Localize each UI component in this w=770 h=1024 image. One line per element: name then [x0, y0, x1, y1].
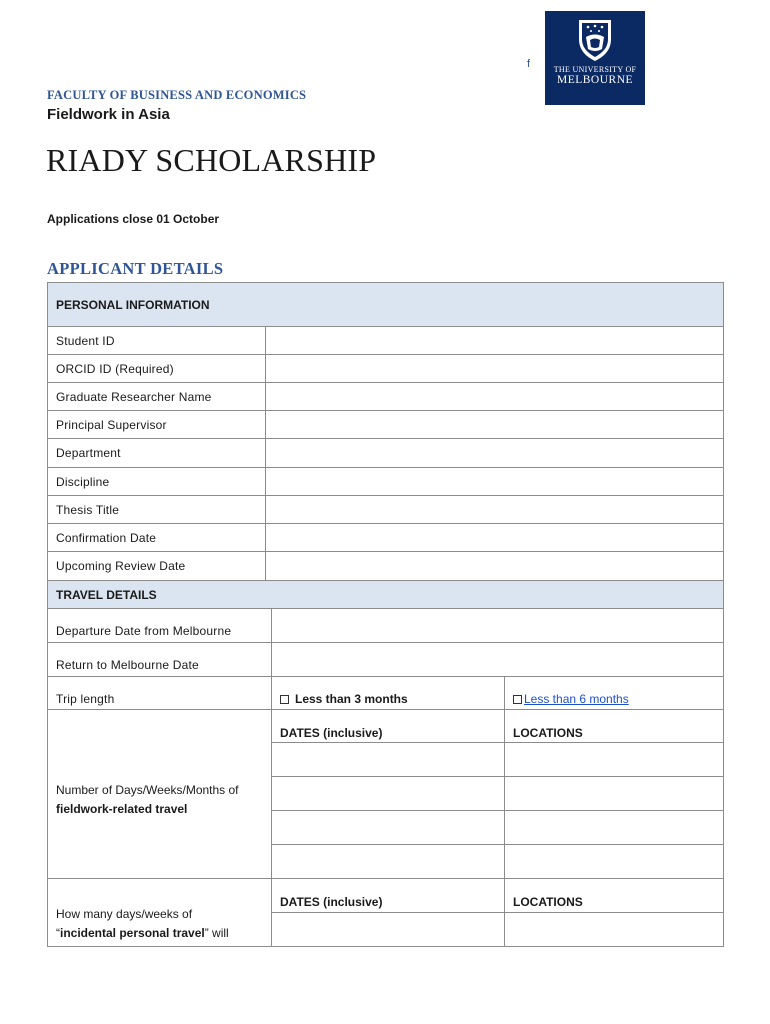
student-id-field[interactable] — [265, 326, 724, 355]
discipline-field[interactable] — [265, 467, 724, 496]
label-thesis-title: Thesis Title — [47, 495, 266, 524]
personal-locations-field-1[interactable] — [504, 912, 724, 947]
option-less-than-6-months[interactable] — [504, 676, 724, 710]
label-fieldwork-travel — [47, 709, 272, 879]
researcher-name-field[interactable] — [265, 382, 724, 411]
personal-dates-field-1[interactable] — [271, 912, 505, 947]
fieldwork-locations-field-3[interactable] — [504, 810, 724, 845]
orcid-id-field[interactable] — [265, 354, 724, 383]
review-date-field[interactable] — [265, 551, 724, 581]
department-field[interactable] — [265, 438, 724, 468]
fieldwork-dates-field-3[interactable] — [271, 810, 505, 845]
thesis-title-field[interactable] — [265, 495, 724, 524]
fieldwork-label-line-2: fieldwork-related travel — [56, 802, 188, 816]
fieldwork-dates-field-4[interactable] — [271, 844, 505, 879]
label-discipline: Discipline — [47, 467, 266, 496]
page-subtitle: Fieldwork in Asia — [47, 106, 170, 123]
label-student-id: Student ID — [47, 326, 266, 355]
option-1-label: Less than 3 months — [295, 692, 408, 706]
quote-close: ” will — [204, 925, 229, 940]
personal-label-line-1: How many days/weeks of — [56, 906, 193, 921]
faculty-name: FACULTY OF BUSINESS AND ECONOMICS — [47, 88, 307, 102]
travel-details-header: TRAVEL DETAILS — [47, 580, 724, 609]
locations-header-2: LOCATIONS — [504, 878, 724, 913]
label-personal-travel — [47, 878, 272, 947]
option-2-label[interactable]: Less than 6 months — [524, 692, 629, 706]
label-return-date: Return to Melbourne Date — [47, 642, 272, 677]
logo-line-1: THE UNIVERSITY OF — [553, 65, 637, 74]
personal-info-header: PERSONAL INFORMATION — [47, 282, 724, 327]
label-principal-supervisor: Principal Supervisor — [47, 410, 266, 439]
page-title: RIADY SCHOLARSHIP — [46, 142, 377, 178]
option-less-than-3-months[interactable] — [271, 676, 505, 710]
label-department: Department — [47, 438, 266, 468]
label-orcid-id: ORCID ID (Required) — [47, 354, 266, 383]
return-date-field[interactable] — [271, 642, 724, 677]
fieldwork-locations-field-2[interactable] — [504, 776, 724, 811]
label-departure-date: Departure Date from Melbourne — [47, 608, 272, 643]
dates-header-2: DATES (inclusive) — [271, 878, 505, 913]
stray-character: f — [527, 58, 531, 70]
locations-header: LOCATIONS — [504, 709, 724, 743]
checkbox-icon[interactable] — [280, 695, 289, 704]
personal-label-emphasis: incidental personal travel — [60, 925, 205, 940]
principal-supervisor-field[interactable] — [265, 410, 724, 439]
fieldwork-label-line-1: Number of Days/Weeks/Months of — [56, 783, 239, 797]
label-review-date: Upcoming Review Date — [47, 551, 266, 581]
crest-icon — [575, 17, 615, 63]
fieldwork-locations-field-1[interactable] — [504, 742, 724, 777]
fieldwork-locations-field-4[interactable] — [504, 844, 724, 879]
checkbox-icon[interactable] — [513, 695, 522, 704]
label-trip-length: Trip length — [47, 676, 272, 710]
departure-date-field[interactable] — [271, 608, 724, 643]
confirmation-date-field[interactable] — [265, 523, 724, 552]
quote-open: “ — [56, 925, 60, 940]
section-title: APPLICANT DETAILS — [47, 259, 224, 278]
university-logo — [545, 11, 645, 105]
personal-label-line-2 — [56, 924, 263, 943]
dates-header: DATES (inclusive) — [271, 709, 505, 743]
fieldwork-dates-field-1[interactable] — [271, 742, 505, 777]
label-researcher-name: Graduate Researcher Name — [47, 382, 266, 411]
fieldwork-dates-field-2[interactable] — [271, 776, 505, 811]
closing-date: Applications close 01 October — [47, 212, 220, 226]
label-confirmation-date: Confirmation Date — [47, 523, 266, 552]
logo-line-2: MELBOURNE — [556, 74, 634, 86]
